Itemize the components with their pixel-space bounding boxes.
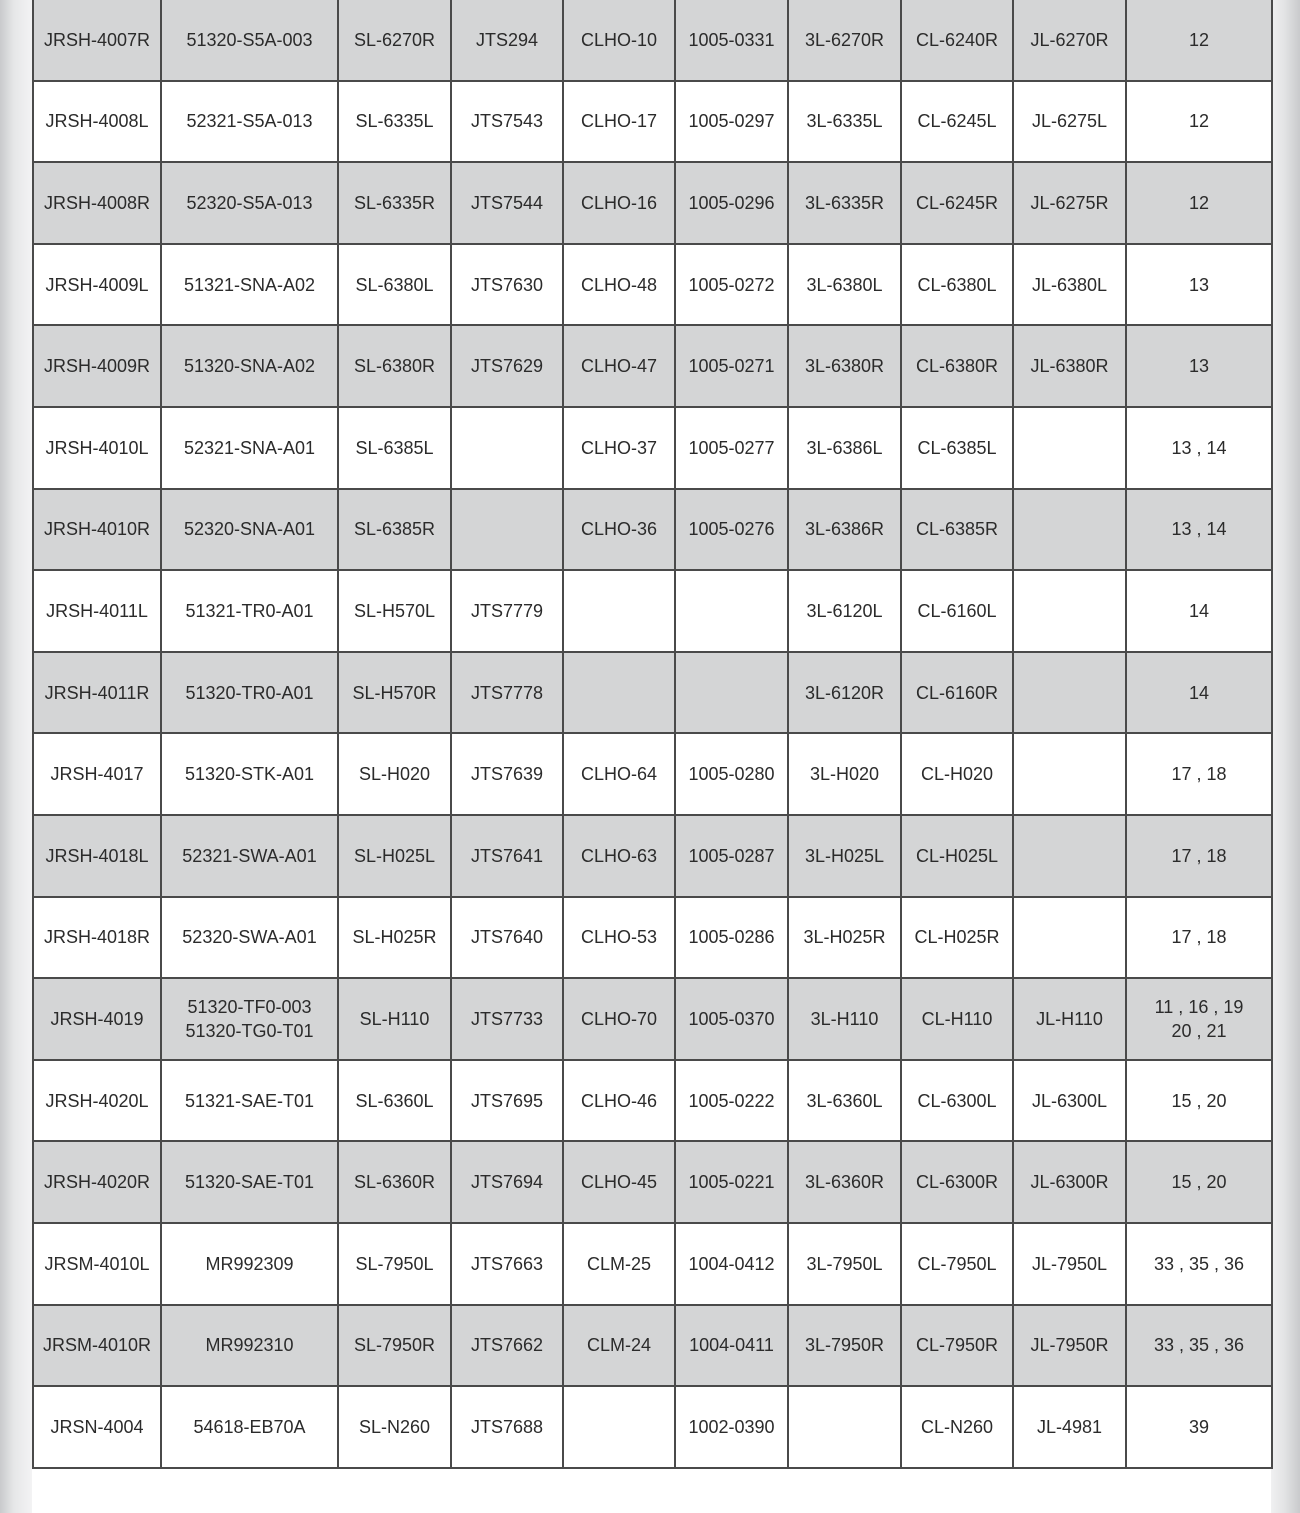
jts-number-cell: JTS7663	[451, 1223, 563, 1305]
jl-number-cell	[1013, 733, 1126, 815]
page-reference-cell	[1126, 978, 1272, 1060]
oem-number-cell: 52320-S5A-013	[161, 162, 338, 244]
table-row	[33, 978, 1272, 1060]
cl-number-cell: CL-6380R	[901, 325, 1013, 407]
jl-number-cell: JL-4981	[1013, 1386, 1126, 1468]
cell-line: 51320-TF0-003	[187, 996, 312, 1017]
cl-number-cell: CL-7950R	[901, 1305, 1013, 1387]
oem-number-cell: 51321-TR0-A01	[161, 570, 338, 652]
ref-1005-number-cell: 1005-0222	[675, 1060, 788, 1142]
cell-line: 20 , 21	[1171, 1020, 1227, 1041]
cl-number-cell: CL-6385L	[901, 407, 1013, 489]
sl-number-cell: SL-N260	[338, 1386, 451, 1468]
jts-number-cell: JTS7733	[451, 978, 563, 1060]
oem-number-cell: 51320-TR0-A01	[161, 652, 338, 734]
jts-number-cell: JTS7695	[451, 1060, 563, 1142]
jl-number-cell: JL-6270R	[1013, 0, 1126, 81]
l3-number-cell: 3L-6270R	[788, 0, 901, 81]
part-number-cell: JRSN-4004	[33, 1386, 161, 1468]
jl-number-cell	[1013, 407, 1126, 489]
part-number-cell: JRSH-4011L	[33, 570, 161, 652]
part-number-cell: JRSM-4010L	[33, 1223, 161, 1305]
table-row	[33, 0, 1272, 81]
clho-number-cell: CLHO-10	[563, 0, 675, 81]
table-row	[33, 244, 1272, 326]
cl-number-cell: CL-6380L	[901, 244, 1013, 326]
jl-number-cell: JL-6300L	[1013, 1060, 1126, 1142]
table-row	[33, 733, 1272, 815]
l3-number-cell	[788, 1386, 901, 1468]
l3-number-cell: 3L-7950L	[788, 1223, 901, 1305]
jl-number-cell: JL-6275R	[1013, 162, 1126, 244]
ref-1005-number-cell: 1005-0280	[675, 733, 788, 815]
ref-1005-number-cell: 1004-0411	[675, 1305, 788, 1387]
table-row	[33, 570, 1272, 652]
clho-number-cell: CLHO-46	[563, 1060, 675, 1142]
sl-number-cell: SL-6385L	[338, 407, 451, 489]
sl-number-cell: SL-H570R	[338, 652, 451, 734]
ref-1005-number-cell: 1005-0272	[675, 244, 788, 326]
l3-number-cell: 3L-H025R	[788, 897, 901, 979]
oem-number-cell: MR992309	[161, 1223, 338, 1305]
clho-number-cell	[563, 1386, 675, 1468]
page-reference-cell: 13 , 14	[1126, 407, 1272, 489]
jts-number-cell: JTS7694	[451, 1141, 563, 1223]
table-row	[33, 325, 1272, 407]
jl-number-cell	[1013, 489, 1126, 571]
oem-number-cell: 51321-SAE-T01	[161, 1060, 338, 1142]
page-reference-cell: 39	[1126, 1386, 1272, 1468]
part-number-cell: JRSH-4008L	[33, 81, 161, 163]
part-number-cell: JRSH-4017	[33, 733, 161, 815]
cell-line: 11 , 16 , 19	[1154, 996, 1244, 1017]
clho-number-cell: CLHO-70	[563, 978, 675, 1060]
jts-number-cell: JTS7629	[451, 325, 563, 407]
cl-number-cell: CL-6245R	[901, 162, 1013, 244]
oem-number-cell: 52320-SNA-A01	[161, 489, 338, 571]
page-reference-cell: 12	[1126, 0, 1272, 81]
jl-number-cell	[1013, 815, 1126, 897]
sl-number-cell: SL-6360L	[338, 1060, 451, 1142]
ref-1005-number-cell: 1004-0412	[675, 1223, 788, 1305]
sl-number-cell: SL-7950R	[338, 1305, 451, 1387]
part-number-cell: JRSH-4018L	[33, 815, 161, 897]
oem-number-cell: 52321-SNA-A01	[161, 407, 338, 489]
sl-number-cell: SL-6380L	[338, 244, 451, 326]
clho-number-cell	[563, 652, 675, 734]
jl-number-cell: JL-6380L	[1013, 244, 1126, 326]
l3-number-cell: 3L-6380L	[788, 244, 901, 326]
sl-number-cell: SL-H110	[338, 978, 451, 1060]
page-reference-cell: 13	[1126, 244, 1272, 326]
cl-number-cell: CL-H025L	[901, 815, 1013, 897]
jl-number-cell: JL-6380R	[1013, 325, 1126, 407]
jl-number-cell	[1013, 570, 1126, 652]
l3-number-cell: 3L-6386R	[788, 489, 901, 571]
jl-number-cell: JL-H110	[1013, 978, 1126, 1060]
sl-number-cell: SL-6360R	[338, 1141, 451, 1223]
oem-number-cell: 52321-SWA-A01	[161, 815, 338, 897]
l3-number-cell: 3L-6335R	[788, 162, 901, 244]
part-number-cell: JRSH-4009L	[33, 244, 161, 326]
page-reference-cell: 12	[1126, 162, 1272, 244]
clho-number-cell: CLHO-37	[563, 407, 675, 489]
jl-number-cell: JL-6300R	[1013, 1141, 1126, 1223]
table-row	[33, 162, 1272, 244]
sl-number-cell: SL-6380R	[338, 325, 451, 407]
jl-number-cell: JL-7950R	[1013, 1305, 1126, 1387]
part-number-cell: JRSH-4008R	[33, 162, 161, 244]
clho-number-cell: CLHO-63	[563, 815, 675, 897]
jts-number-cell: JTS294	[451, 0, 563, 81]
clho-number-cell: CLHO-47	[563, 325, 675, 407]
page-reference-cell: 17 , 18	[1126, 897, 1272, 979]
ref-1005-number-cell: 1005-0276	[675, 489, 788, 571]
part-number-cell: JRSH-4010L	[33, 407, 161, 489]
ref-1005-number-cell: 1005-0277	[675, 407, 788, 489]
cl-number-cell: CL-H110	[901, 978, 1013, 1060]
sl-number-cell: SL-6335R	[338, 162, 451, 244]
jl-number-cell: JL-7950L	[1013, 1223, 1126, 1305]
l3-number-cell: 3L-6335L	[788, 81, 901, 163]
table-row	[33, 1060, 1272, 1142]
table-row	[33, 489, 1272, 571]
l3-number-cell: 3L-7950R	[788, 1305, 901, 1387]
page-reference-cell: 13 , 14	[1126, 489, 1272, 571]
clho-number-cell: CLM-24	[563, 1305, 675, 1387]
ref-1005-number-cell: 1005-0271	[675, 325, 788, 407]
page-reference-cell: 14	[1126, 570, 1272, 652]
cl-number-cell: CL-6160R	[901, 652, 1013, 734]
sl-number-cell: SL-H570L	[338, 570, 451, 652]
sl-number-cell: SL-H020	[338, 733, 451, 815]
oem-number-cell: 51321-SNA-A02	[161, 244, 338, 326]
clho-number-cell	[563, 570, 675, 652]
table-row	[33, 652, 1272, 734]
sl-number-cell: SL-H025R	[338, 897, 451, 979]
ref-1005-number-cell: 1005-0221	[675, 1141, 788, 1223]
oem-number-cell: 51320-S5A-003	[161, 0, 338, 81]
cl-number-cell: CL-6300L	[901, 1060, 1013, 1142]
page-reference-cell: 15 , 20	[1126, 1060, 1272, 1142]
jts-number-cell: JTS7662	[451, 1305, 563, 1387]
part-number-cell: JRSH-4009R	[33, 325, 161, 407]
cl-number-cell: CL-H025R	[901, 897, 1013, 979]
table-row	[33, 897, 1272, 979]
sl-number-cell: SL-6270R	[338, 0, 451, 81]
oem-number-cell: 52321-S5A-013	[161, 81, 338, 163]
ref-1005-number-cell: 1005-0370	[675, 978, 788, 1060]
l3-number-cell: 3L-H020	[788, 733, 901, 815]
ref-1005-number-cell	[675, 652, 788, 734]
cl-number-cell: CL-7950L	[901, 1223, 1013, 1305]
sl-number-cell: SL-6385R	[338, 489, 451, 571]
part-number-cell: JRSH-4018R	[33, 897, 161, 979]
page-reference-cell: 33 , 35 , 36	[1126, 1223, 1272, 1305]
oem-number-cell: 52320-SWA-A01	[161, 897, 338, 979]
clho-number-cell: CLHO-53	[563, 897, 675, 979]
jts-number-cell: JTS7641	[451, 815, 563, 897]
jl-number-cell: JL-6275L	[1013, 81, 1126, 163]
table-row	[33, 407, 1272, 489]
page-reference-cell: 13	[1126, 325, 1272, 407]
page-reference-cell: 14	[1126, 652, 1272, 734]
jts-number-cell: JTS7639	[451, 733, 563, 815]
ref-1005-number-cell: 1005-0331	[675, 0, 788, 81]
jts-number-cell: JTS7688	[451, 1386, 563, 1468]
oem-number-cell: 51320-SAE-T01	[161, 1141, 338, 1223]
ref-1005-number-cell	[675, 570, 788, 652]
l3-number-cell: 3L-H110	[788, 978, 901, 1060]
page-reference-cell: 17 , 18	[1126, 733, 1272, 815]
ref-1005-number-cell: 1005-0286	[675, 897, 788, 979]
part-number-cell: JRSH-4010R	[33, 489, 161, 571]
jts-number-cell	[451, 407, 563, 489]
jl-number-cell	[1013, 897, 1126, 979]
clho-number-cell: CLHO-45	[563, 1141, 675, 1223]
page-reference-cell: 12	[1126, 81, 1272, 163]
ref-1005-number-cell: 1005-0287	[675, 815, 788, 897]
table-row	[33, 81, 1272, 163]
cl-number-cell: CL-6300R	[901, 1141, 1013, 1223]
cl-number-cell: CL-N260	[901, 1386, 1013, 1468]
page-reference-cell: 15 , 20	[1126, 1141, 1272, 1223]
oem-number-cell: 54618-EB70A	[161, 1386, 338, 1468]
part-number-cell: JRSH-4007R	[33, 0, 161, 81]
l3-number-cell: 3L-6380R	[788, 325, 901, 407]
cl-number-cell: CL-6240R	[901, 0, 1013, 81]
oem-number-cell	[161, 978, 338, 1060]
page-reference-cell: 17 , 18	[1126, 815, 1272, 897]
l3-number-cell: 3L-6360R	[788, 1141, 901, 1223]
clho-number-cell: CLHO-17	[563, 81, 675, 163]
table-row	[33, 1305, 1272, 1387]
jts-number-cell: JTS7640	[451, 897, 563, 979]
l3-number-cell: 3L-6120R	[788, 652, 901, 734]
jts-number-cell: JTS7543	[451, 81, 563, 163]
jl-number-cell	[1013, 652, 1126, 734]
l3-number-cell: 3L-6360L	[788, 1060, 901, 1142]
clho-number-cell: CLHO-64	[563, 733, 675, 815]
cl-number-cell: CL-6160L	[901, 570, 1013, 652]
table-row	[33, 815, 1272, 897]
clho-number-cell: CLM-25	[563, 1223, 675, 1305]
oem-number-cell: MR992310	[161, 1305, 338, 1387]
l3-number-cell: 3L-6120L	[788, 570, 901, 652]
jts-number-cell: JTS7779	[451, 570, 563, 652]
table-body	[33, 0, 1272, 1468]
oem-number-cell: 51320-SNA-A02	[161, 325, 338, 407]
jts-number-cell	[451, 489, 563, 571]
l3-number-cell: 3L-6386L	[788, 407, 901, 489]
sl-number-cell: SL-7950L	[338, 1223, 451, 1305]
page-reference-cell: 33 , 35 , 36	[1126, 1305, 1272, 1387]
jts-number-cell: JTS7544	[451, 162, 563, 244]
table-row	[33, 1386, 1272, 1468]
sl-number-cell: SL-H025L	[338, 815, 451, 897]
ref-1005-number-cell: 1005-0296	[675, 162, 788, 244]
cell-line: 51320-TG0-T01	[185, 1020, 314, 1041]
part-number-cell: JRSM-4010R	[33, 1305, 161, 1387]
jts-number-cell: JTS7778	[451, 652, 563, 734]
clho-number-cell: CLHO-36	[563, 489, 675, 571]
clho-number-cell: CLHO-48	[563, 244, 675, 326]
part-number-cell: JRSH-4020L	[33, 1060, 161, 1142]
jts-number-cell: JTS7630	[451, 244, 563, 326]
table-row	[33, 1223, 1272, 1305]
ref-1005-number-cell: 1002-0390	[675, 1386, 788, 1468]
cl-number-cell: CL-H020	[901, 733, 1013, 815]
ref-1005-number-cell: 1005-0297	[675, 81, 788, 163]
part-number-cell: JRSH-4011R	[33, 652, 161, 734]
table-row	[33, 1141, 1272, 1223]
part-number-cell: JRSH-4020R	[33, 1141, 161, 1223]
cl-number-cell: CL-6385R	[901, 489, 1013, 571]
l3-number-cell: 3L-H025L	[788, 815, 901, 897]
cl-number-cell: CL-6245L	[901, 81, 1013, 163]
clho-number-cell: CLHO-16	[563, 162, 675, 244]
parts-cross-reference-table	[32, 0, 1273, 1469]
sl-number-cell: SL-6335L	[338, 81, 451, 163]
oem-number-cell: 51320-STK-A01	[161, 733, 338, 815]
part-number-cell: JRSH-4019	[33, 978, 161, 1060]
